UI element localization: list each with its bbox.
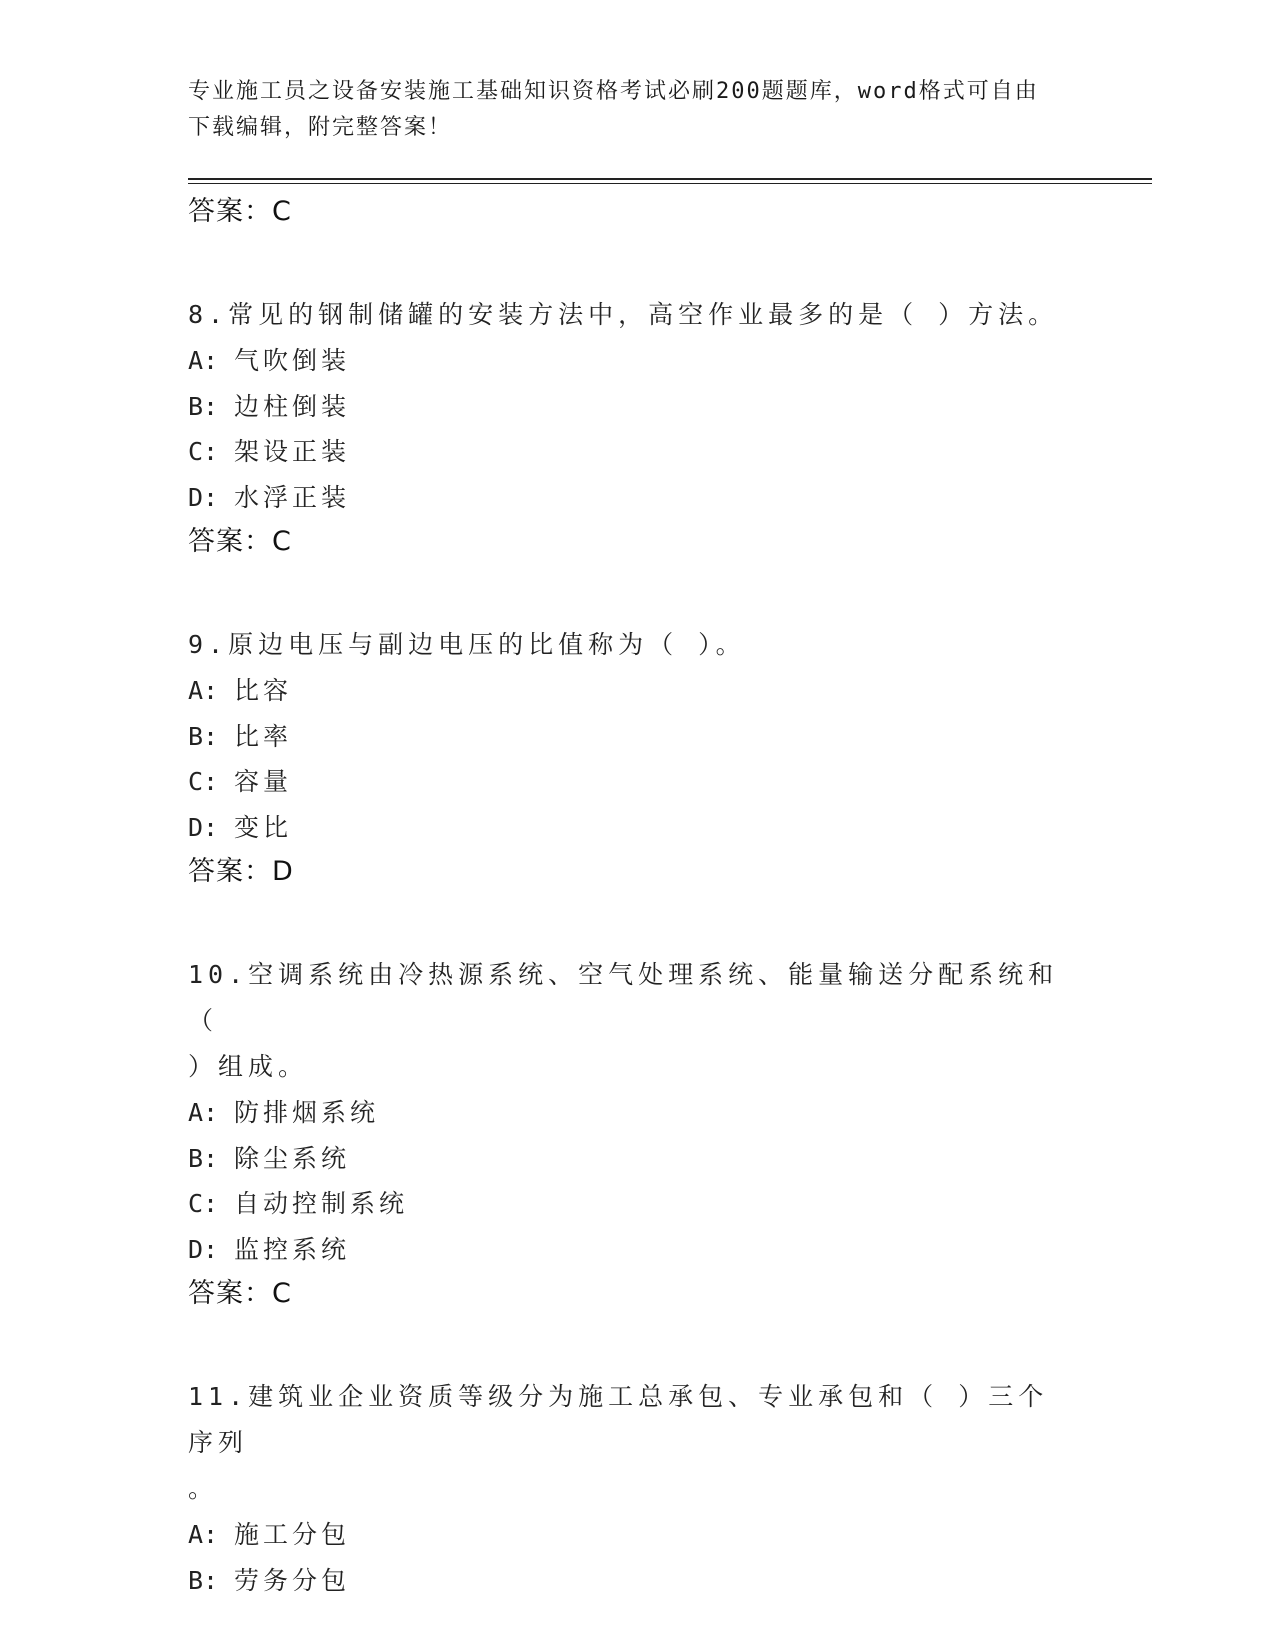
option-letter: B:	[188, 1143, 219, 1173]
option-text: 劳务分包	[234, 1565, 351, 1595]
option-text: 除尘系统	[234, 1143, 351, 1173]
question-block	[188, 952, 1068, 1316]
option-letter: A:	[188, 346, 219, 375]
question-block	[188, 622, 1068, 894]
option-letter: D:	[188, 812, 219, 842]
question-block	[188, 292, 1068, 564]
option-letter: A:	[188, 1098, 219, 1127]
option-text: 防排烟系统	[234, 1098, 380, 1127]
option-letter: C:	[188, 1189, 219, 1218]
option-letter: D:	[188, 1234, 219, 1264]
option-item	[188, 805, 1068, 851]
option-text: 比容	[234, 676, 293, 705]
option-item	[188, 668, 1068, 714]
question-text: ）组成。	[188, 1052, 309, 1081]
option-item	[188, 1136, 1068, 1182]
option-text: 自动控制系统	[234, 1189, 409, 1218]
option-item	[188, 384, 1068, 430]
option-item	[188, 475, 1068, 521]
option-text: 变比	[234, 812, 293, 842]
option-letter: D:	[188, 482, 219, 512]
question-text: 11.建筑业企业资质等级分为施工总承包、专业承包和（ ）三个序列	[188, 1382, 1049, 1457]
header-rule-thin	[188, 183, 1152, 184]
option-letter: B:	[188, 721, 219, 751]
option-item	[188, 429, 1068, 475]
answer-previous: 答案：C	[188, 196, 292, 227]
answer-line: 答案：C	[188, 526, 292, 557]
option-letter: A:	[188, 676, 219, 705]
option-text: 气吹倒装	[234, 346, 351, 375]
option-letter: C:	[188, 437, 219, 466]
question-text: 9.原边电压与副边电压的比值称为（ ）。	[188, 630, 746, 659]
option-letter: A:	[188, 1520, 219, 1549]
option-item	[188, 1512, 1068, 1558]
option-letter: B:	[188, 1565, 219, 1595]
question-text: 8.常见的钢制储罐的安装方法中，高空作业最多的是（ ）方法。	[188, 300, 1059, 329]
question-block	[188, 1374, 1068, 1603]
question-text: 10.空调系统由冷热源系统、空气处理系统、能量输送分配系统和（	[188, 960, 1059, 1035]
option-text: 架设正装	[234, 437, 351, 466]
option-letter: C:	[188, 767, 219, 796]
header-rule-thick	[188, 178, 1152, 180]
option-text: 容量	[234, 767, 293, 796]
header-line-2: 下载编辑，附完整答案！	[188, 115, 453, 140]
question-list	[188, 292, 1068, 1603]
document-body	[188, 190, 1068, 1603]
option-item	[188, 1090, 1068, 1136]
option-text: 监控系统	[234, 1234, 351, 1264]
question-text: 。	[188, 1474, 219, 1503]
header-line-1: 专业施工员之设备安装施工基础知识资格考试必刷200题题库，word格式可自由	[188, 79, 1039, 104]
option-text: 比率	[234, 721, 293, 751]
answer-line: 答案：D	[188, 856, 294, 887]
option-item	[188, 1227, 1068, 1273]
option-item	[188, 338, 1068, 384]
option-text: 水浮正装	[234, 482, 351, 512]
option-text: 边柱倒装	[234, 391, 351, 421]
option-item	[188, 759, 1068, 805]
answer-line: 答案：C	[188, 1278, 292, 1309]
option-text: 施工分包	[234, 1520, 351, 1549]
option-item	[188, 1558, 1068, 1604]
option-item	[188, 714, 1068, 760]
page-header	[188, 74, 1068, 146]
option-letter: B:	[188, 391, 219, 421]
option-item	[188, 1181, 1068, 1227]
